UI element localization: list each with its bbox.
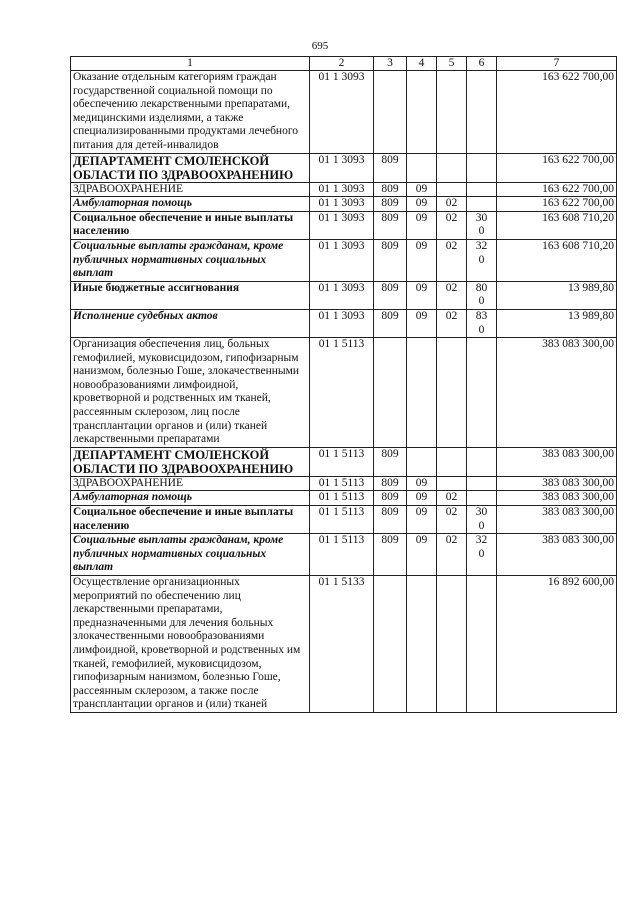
department-code-cell: 809 xyxy=(374,197,407,212)
subsection-code-cell: 02 xyxy=(437,534,467,576)
target-code-cell: 01 1 3093 xyxy=(310,309,374,337)
department-code-cell: 809 xyxy=(374,447,407,476)
table-row xyxy=(71,338,617,448)
column-header: 4 xyxy=(407,57,437,71)
expense-type-cell xyxy=(467,491,497,506)
subsection-code-cell xyxy=(437,447,467,476)
expense-type-cell xyxy=(467,476,497,491)
section-code-cell xyxy=(407,338,437,448)
subsection-code-cell: 02 xyxy=(437,197,467,212)
row-name-cell: Осуществление организационных мероприятий по обеспечению лиц лекарственными препаратами, предназначенными для лечения больных злокачественными новообразованиями лимфоидной, кроветворной и родственных им тканей, гемофилией, муковисцидозом, гипофизарным нанизмом, болезнью Гоше, рассеянным склерозом, а также после трансплантации органов и (или) тканей xyxy=(71,576,310,713)
table-row xyxy=(71,506,617,534)
section-code-cell: 09 xyxy=(407,491,437,506)
row-name-cell: Иные бюджетные ассигнования xyxy=(71,281,310,309)
target-code-cell: 01 1 3093 xyxy=(310,71,374,154)
expense-type-cell: 30 0 xyxy=(467,211,497,239)
sum-cell: 13 989,80 xyxy=(497,281,617,309)
section-code-cell xyxy=(407,71,437,154)
subsection-code-cell: 02 xyxy=(437,506,467,534)
sum-cell: 383 083 300,00 xyxy=(497,476,617,491)
expense-type-cell xyxy=(467,71,497,154)
target-code-cell: 01 1 5113 xyxy=(310,506,374,534)
target-code-cell: 01 1 5113 xyxy=(310,338,374,448)
column-header: 5 xyxy=(437,57,467,71)
expense-type-cell xyxy=(467,576,497,713)
row-name-cell: ДЕПАРТАМЕНТ СМОЛЕНСКОЙ ОБЛАСТИ ПО ЗДРАВООХРАНЕНИЮ xyxy=(71,447,310,476)
subsection-code-cell xyxy=(437,71,467,154)
department-code-cell: 809 xyxy=(374,153,407,182)
subsection-code-cell xyxy=(437,338,467,448)
table-row xyxy=(71,211,617,239)
target-code-cell: 01 1 5113 xyxy=(310,447,374,476)
row-name-cell: Социальные выплаты гражданам, кроме публичных нормативных социальных выплат xyxy=(71,534,310,576)
sum-cell: 383 083 300,00 xyxy=(497,447,617,476)
target-code-cell: 01 1 5113 xyxy=(310,491,374,506)
expense-type-cell xyxy=(467,197,497,212)
table-row xyxy=(71,447,617,476)
subsection-code-cell xyxy=(437,576,467,713)
column-number-row xyxy=(71,57,617,71)
section-code-cell: 09 xyxy=(407,197,437,212)
sum-cell: 163 608 710,20 xyxy=(497,211,617,239)
expense-type-cell: 83 0 xyxy=(467,309,497,337)
sum-cell: 383 083 300,00 xyxy=(497,338,617,448)
department-code-cell: 809 xyxy=(374,182,407,197)
section-code-cell: 09 xyxy=(407,239,437,281)
row-name-cell: Амбулаторная помощь xyxy=(71,491,310,506)
expense-type-cell: 32 0 xyxy=(467,534,497,576)
page-number: 695 xyxy=(311,40,329,52)
expense-type-cell: 30 0 xyxy=(467,506,497,534)
column-header: 2 xyxy=(310,57,374,71)
table-row xyxy=(71,239,617,281)
sum-cell: 163 622 700,00 xyxy=(497,182,617,197)
table-row xyxy=(71,153,617,182)
target-code-cell: 01 1 5113 xyxy=(310,534,374,576)
sum-cell: 163 622 700,00 xyxy=(497,197,617,212)
sum-cell: 383 083 300,00 xyxy=(497,534,617,576)
expense-type-cell xyxy=(467,447,497,476)
subsection-code-cell xyxy=(437,182,467,197)
table-row xyxy=(71,491,617,506)
subsection-code-cell: 02 xyxy=(437,281,467,309)
target-code-cell: 01 1 3093 xyxy=(310,153,374,182)
section-code-cell xyxy=(407,576,437,713)
row-name-cell: Социальное обеспечение и иные выплаты населению xyxy=(71,506,310,534)
expense-type-cell xyxy=(467,182,497,197)
table-row xyxy=(71,309,617,337)
table-row xyxy=(71,197,617,212)
row-name-cell: Амбулаторная помощь xyxy=(71,197,310,212)
section-code-cell: 09 xyxy=(407,182,437,197)
subsection-code-cell: 02 xyxy=(437,309,467,337)
target-code-cell: 01 1 3093 xyxy=(310,197,374,212)
sum-cell: 163 622 700,00 xyxy=(497,153,617,182)
department-code-cell: 809 xyxy=(374,309,407,337)
sum-cell: 163 608 710,20 xyxy=(497,239,617,281)
subsection-code-cell: 02 xyxy=(437,491,467,506)
sum-cell: 383 083 300,00 xyxy=(497,506,617,534)
subsection-code-cell: 02 xyxy=(437,211,467,239)
target-code-cell: 01 1 5113 xyxy=(310,476,374,491)
department-code-cell: 809 xyxy=(374,476,407,491)
department-code-cell: 809 xyxy=(374,534,407,576)
table-row xyxy=(71,534,617,576)
subsection-code-cell: 02 xyxy=(437,239,467,281)
column-header: 6 xyxy=(467,57,497,71)
sum-cell: 163 622 700,00 xyxy=(497,71,617,154)
target-code-cell: 01 1 3093 xyxy=(310,182,374,197)
department-code-cell: 809 xyxy=(374,491,407,506)
row-name-cell: Организация обеспечения лиц, больных гемофилией, муковисцидозом, гипофизарным нанизмом, болезнью Гоше, злокачественными новообразованиями лимфоидной, кроветворной и родственных им тканей, рассеянным склерозом, лиц после трансплантации органов и (или) тканей лекарственными препаратами xyxy=(71,338,310,448)
subsection-code-cell xyxy=(437,153,467,182)
sum-cell: 16 892 600,00 xyxy=(497,576,617,713)
department-code-cell xyxy=(374,71,407,154)
sum-cell: 383 083 300,00 xyxy=(497,491,617,506)
table-row xyxy=(71,476,617,491)
section-code-cell: 09 xyxy=(407,476,437,491)
department-code-cell: 809 xyxy=(374,239,407,281)
row-name-cell: Оказание отдельным категориям граждан государственной социальной помощи по обеспечению лекарственными препаратами, медицинскими изделиями, а также специализированными продуктами лечебного питания для детей-инвалидов xyxy=(71,71,310,154)
sum-cell: 13 989,80 xyxy=(497,309,617,337)
table-row xyxy=(71,71,617,154)
department-code-cell xyxy=(374,338,407,448)
section-code-cell xyxy=(407,447,437,476)
row-name-cell: ЗДРАВООХРАНЕНИЕ xyxy=(71,476,310,491)
expense-type-cell xyxy=(467,153,497,182)
row-name-cell: Социальные выплаты гражданам, кроме публичных нормативных социальных выплат xyxy=(71,239,310,281)
table-row xyxy=(71,281,617,309)
expense-type-cell xyxy=(467,338,497,448)
row-name-cell: Исполнение судебных актов xyxy=(71,309,310,337)
column-header: 1 xyxy=(71,57,310,71)
row-name-cell: Социальное обеспечение и иные выплаты населению xyxy=(71,211,310,239)
column-header: 3 xyxy=(374,57,407,71)
section-code-cell: 09 xyxy=(407,211,437,239)
target-code-cell: 01 1 3093 xyxy=(310,281,374,309)
table-body xyxy=(71,71,617,713)
section-code-cell: 09 xyxy=(407,506,437,534)
subsection-code-cell xyxy=(437,476,467,491)
department-code-cell xyxy=(374,576,407,713)
expense-type-cell: 80 0 xyxy=(467,281,497,309)
section-code-cell: 09 xyxy=(407,309,437,337)
target-code-cell: 01 1 3093 xyxy=(310,239,374,281)
budget-table xyxy=(70,56,617,713)
table-row xyxy=(71,182,617,197)
target-code-cell: 01 1 5133 xyxy=(310,576,374,713)
column-header: 7 xyxy=(497,57,617,71)
department-code-cell: 809 xyxy=(374,211,407,239)
row-name-cell: ДЕПАРТАМЕНТ СМОЛЕНСКОЙ ОБЛАСТИ ПО ЗДРАВООХРАНЕНИЮ xyxy=(71,153,310,182)
section-code-cell: 09 xyxy=(407,281,437,309)
table-row xyxy=(71,576,617,713)
department-code-cell: 809 xyxy=(374,281,407,309)
department-code-cell: 809 xyxy=(374,506,407,534)
section-code-cell xyxy=(407,153,437,182)
target-code-cell: 01 1 3093 xyxy=(310,211,374,239)
section-code-cell: 09 xyxy=(407,534,437,576)
row-name-cell: ЗДРАВООХРАНЕНИЕ xyxy=(71,182,310,197)
expense-type-cell: 32 0 xyxy=(467,239,497,281)
